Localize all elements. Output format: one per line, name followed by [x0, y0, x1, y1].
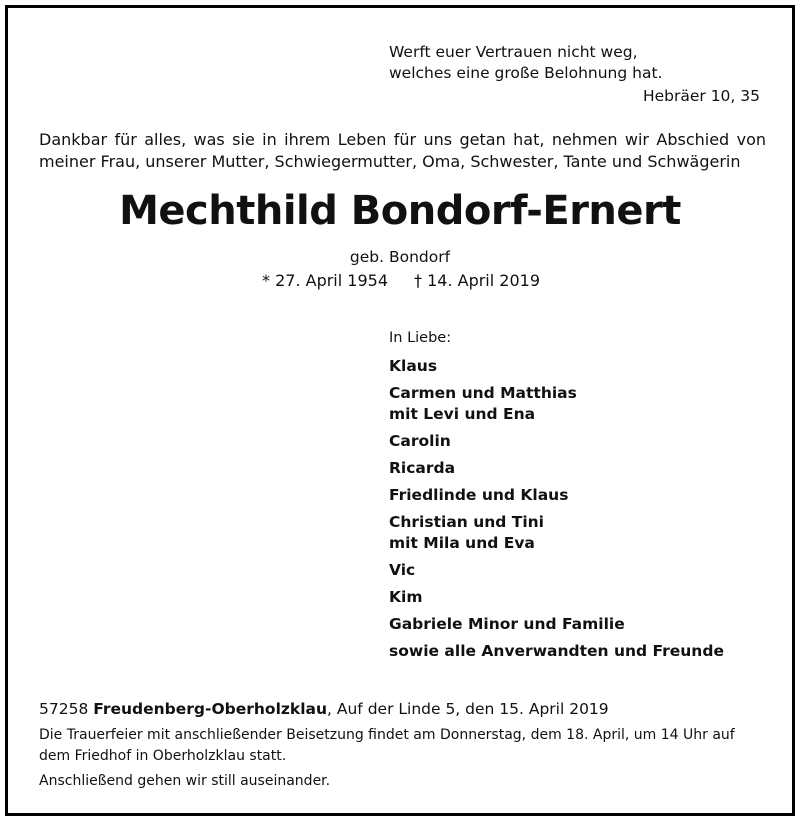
- mourner-entry: Klaus: [389, 357, 438, 375]
- mourner-entry: Gabriele Minor und Familie: [389, 615, 625, 633]
- obituary-notice: [5, 5, 795, 816]
- mourner-entry: sowie alle Anverwandten und Freunde: [389, 642, 724, 660]
- mourners-heading: In Liebe:: [389, 330, 452, 346]
- mourner-entry: Friedlinde und Klaus: [389, 486, 569, 504]
- bible-verse: [389, 42, 662, 84]
- closing-note: Anschließend gehen wir still auseinander.: [39, 773, 331, 789]
- funeral-notice: Die Trauerfeier mit anschließender Beisetzung findet am Donnerstag, dem 18. April, um 14 Uhr auf dem Friedhof in Oberholzklau statt.: [39, 727, 735, 764]
- life-dates: [262, 271, 540, 290]
- death-date: † 14. April 2019: [414, 271, 540, 290]
- bible-verse-reference: Hebräer 10, 35: [642, 87, 760, 105]
- birth-date: * 27. April 1954: [262, 271, 388, 290]
- intro-line-2: meiner Frau, unserer Mutter, Schwiegermutter, Oma, Schwester, Tante und Schwägerin: [39, 152, 741, 171]
- mourner-entry: Kim: [389, 588, 423, 606]
- mourner-entry: Carolin: [389, 432, 451, 450]
- deceased-name: Mechthild Bondorf-Ernert: [119, 188, 681, 234]
- town: Freudenberg-Oberholzklau: [93, 700, 328, 718]
- address-date: , Auf der Linde 5, den 15. April 2019: [327, 700, 609, 718]
- place-and-date: [39, 700, 609, 718]
- intro-text: [39, 129, 766, 173]
- maiden-name: geb. Bondorf: [349, 248, 451, 266]
- mourner-entry: Ricarda: [389, 459, 456, 477]
- mourner-entry: Vic: [389, 561, 416, 579]
- bible-verse-line-2: welches eine große Belohnung hat.: [389, 64, 663, 82]
- mourner-entry: Christian und Tini mit Mila und Eva: [389, 513, 544, 552]
- intro-line-1: Dankbar für alles, was sie in ihrem Leben für uns getan hat, nehmen wir Abschied von: [39, 130, 766, 149]
- bible-verse-line-1: Werft euer Vertrauen nicht weg,: [389, 43, 638, 61]
- postcode: 57258: [39, 700, 89, 718]
- mourner-entry: Carmen und Matthias mit Levi und Ena: [389, 384, 577, 423]
- mourners-list: [389, 356, 724, 668]
